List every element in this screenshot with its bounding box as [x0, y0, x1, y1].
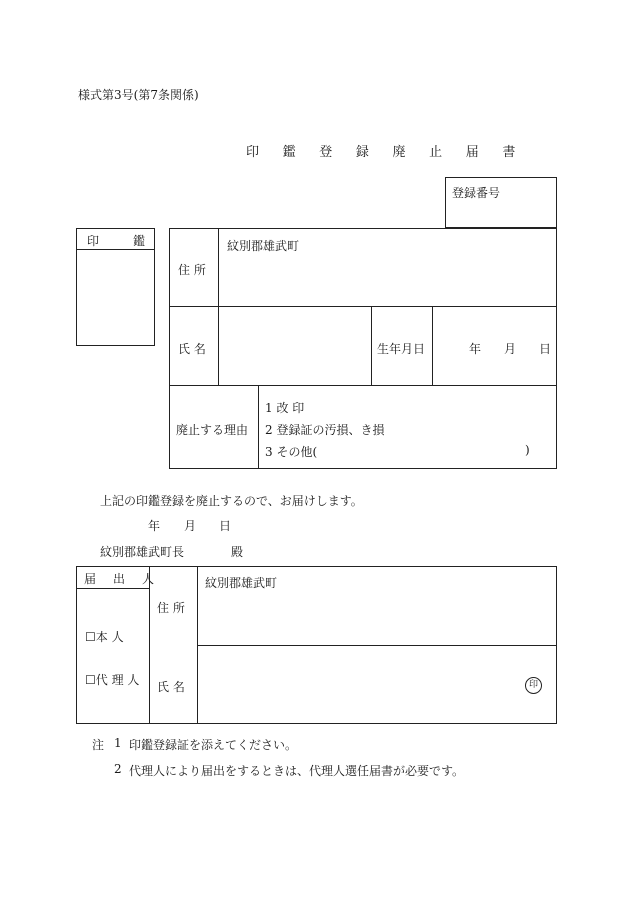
note-2-text: 代理人により届出をするときは、代理人選任届書が必要です。 [129, 764, 465, 778]
address-label: 住 所 [178, 263, 206, 277]
seal-box [76, 228, 155, 346]
applicant-name-label: 氏 名 [157, 680, 185, 694]
reason-option-other[interactable]: 3 その他( [265, 445, 318, 459]
statement: 上記の印鑑登録を廃止するので、お届けします。 [100, 494, 363, 508]
date-day[interactable]: 日 [219, 519, 232, 533]
note-2-number: 2 [114, 762, 122, 776]
reason-label: 廃止する理由 [176, 423, 249, 437]
agent-checkbox[interactable]: ☐代 理 人 [85, 673, 140, 687]
registration-number-box[interactable] [445, 177, 557, 228]
form-number: 様式第3号(第7条関係) [78, 88, 199, 102]
addressee-suffix: 殿 [231, 545, 244, 559]
applicant-table [76, 566, 557, 724]
addressee: 紋別郡雄武町長 [100, 545, 185, 559]
seal-label-right: 鑑 [133, 234, 146, 248]
applicant-name-field[interactable] [201, 649, 501, 719]
birthdate-month[interactable]: 月 [504, 342, 517, 356]
note-1-number: 1 [114, 736, 122, 750]
notifier-label: 届 出 人 [84, 572, 161, 586]
name-field[interactable] [220, 309, 368, 383]
seal-label-left: 印 [87, 234, 100, 248]
date-year[interactable]: 年 [148, 519, 161, 533]
registration-number-label: 登録番号 [452, 186, 501, 200]
date-month[interactable]: 月 [184, 519, 197, 533]
name-label: 氏 名 [178, 342, 206, 356]
birthdate-label: 生年月日 [377, 342, 426, 356]
reason-option-damaged[interactable]: 2 登録証の汚損、き損 [265, 423, 385, 437]
notes-label: 注 [92, 738, 105, 752]
reason-other-close-paren: ) [525, 443, 530, 457]
address-field[interactable]: 紋別郡雄武町 [227, 239, 300, 253]
note-1-text: 印鑑登録証を添えてください。 [129, 738, 298, 752]
seal-stamp-icon: 印 [525, 677, 542, 694]
birthdate-year[interactable]: 年 [469, 342, 482, 356]
birthdate-day[interactable]: 日 [539, 342, 552, 356]
registrant-table [169, 228, 557, 469]
applicant-address-label: 住 所 [157, 601, 185, 615]
self-checkbox[interactable]: ☐本 人 [85, 630, 124, 644]
page-title: 印 鑑 登 録 廃 止 届 書 [246, 145, 526, 160]
reason-option-reseal[interactable]: 1 改 印 [265, 401, 305, 415]
applicant-address-field[interactable]: 紋別郡雄武町 [205, 576, 278, 590]
